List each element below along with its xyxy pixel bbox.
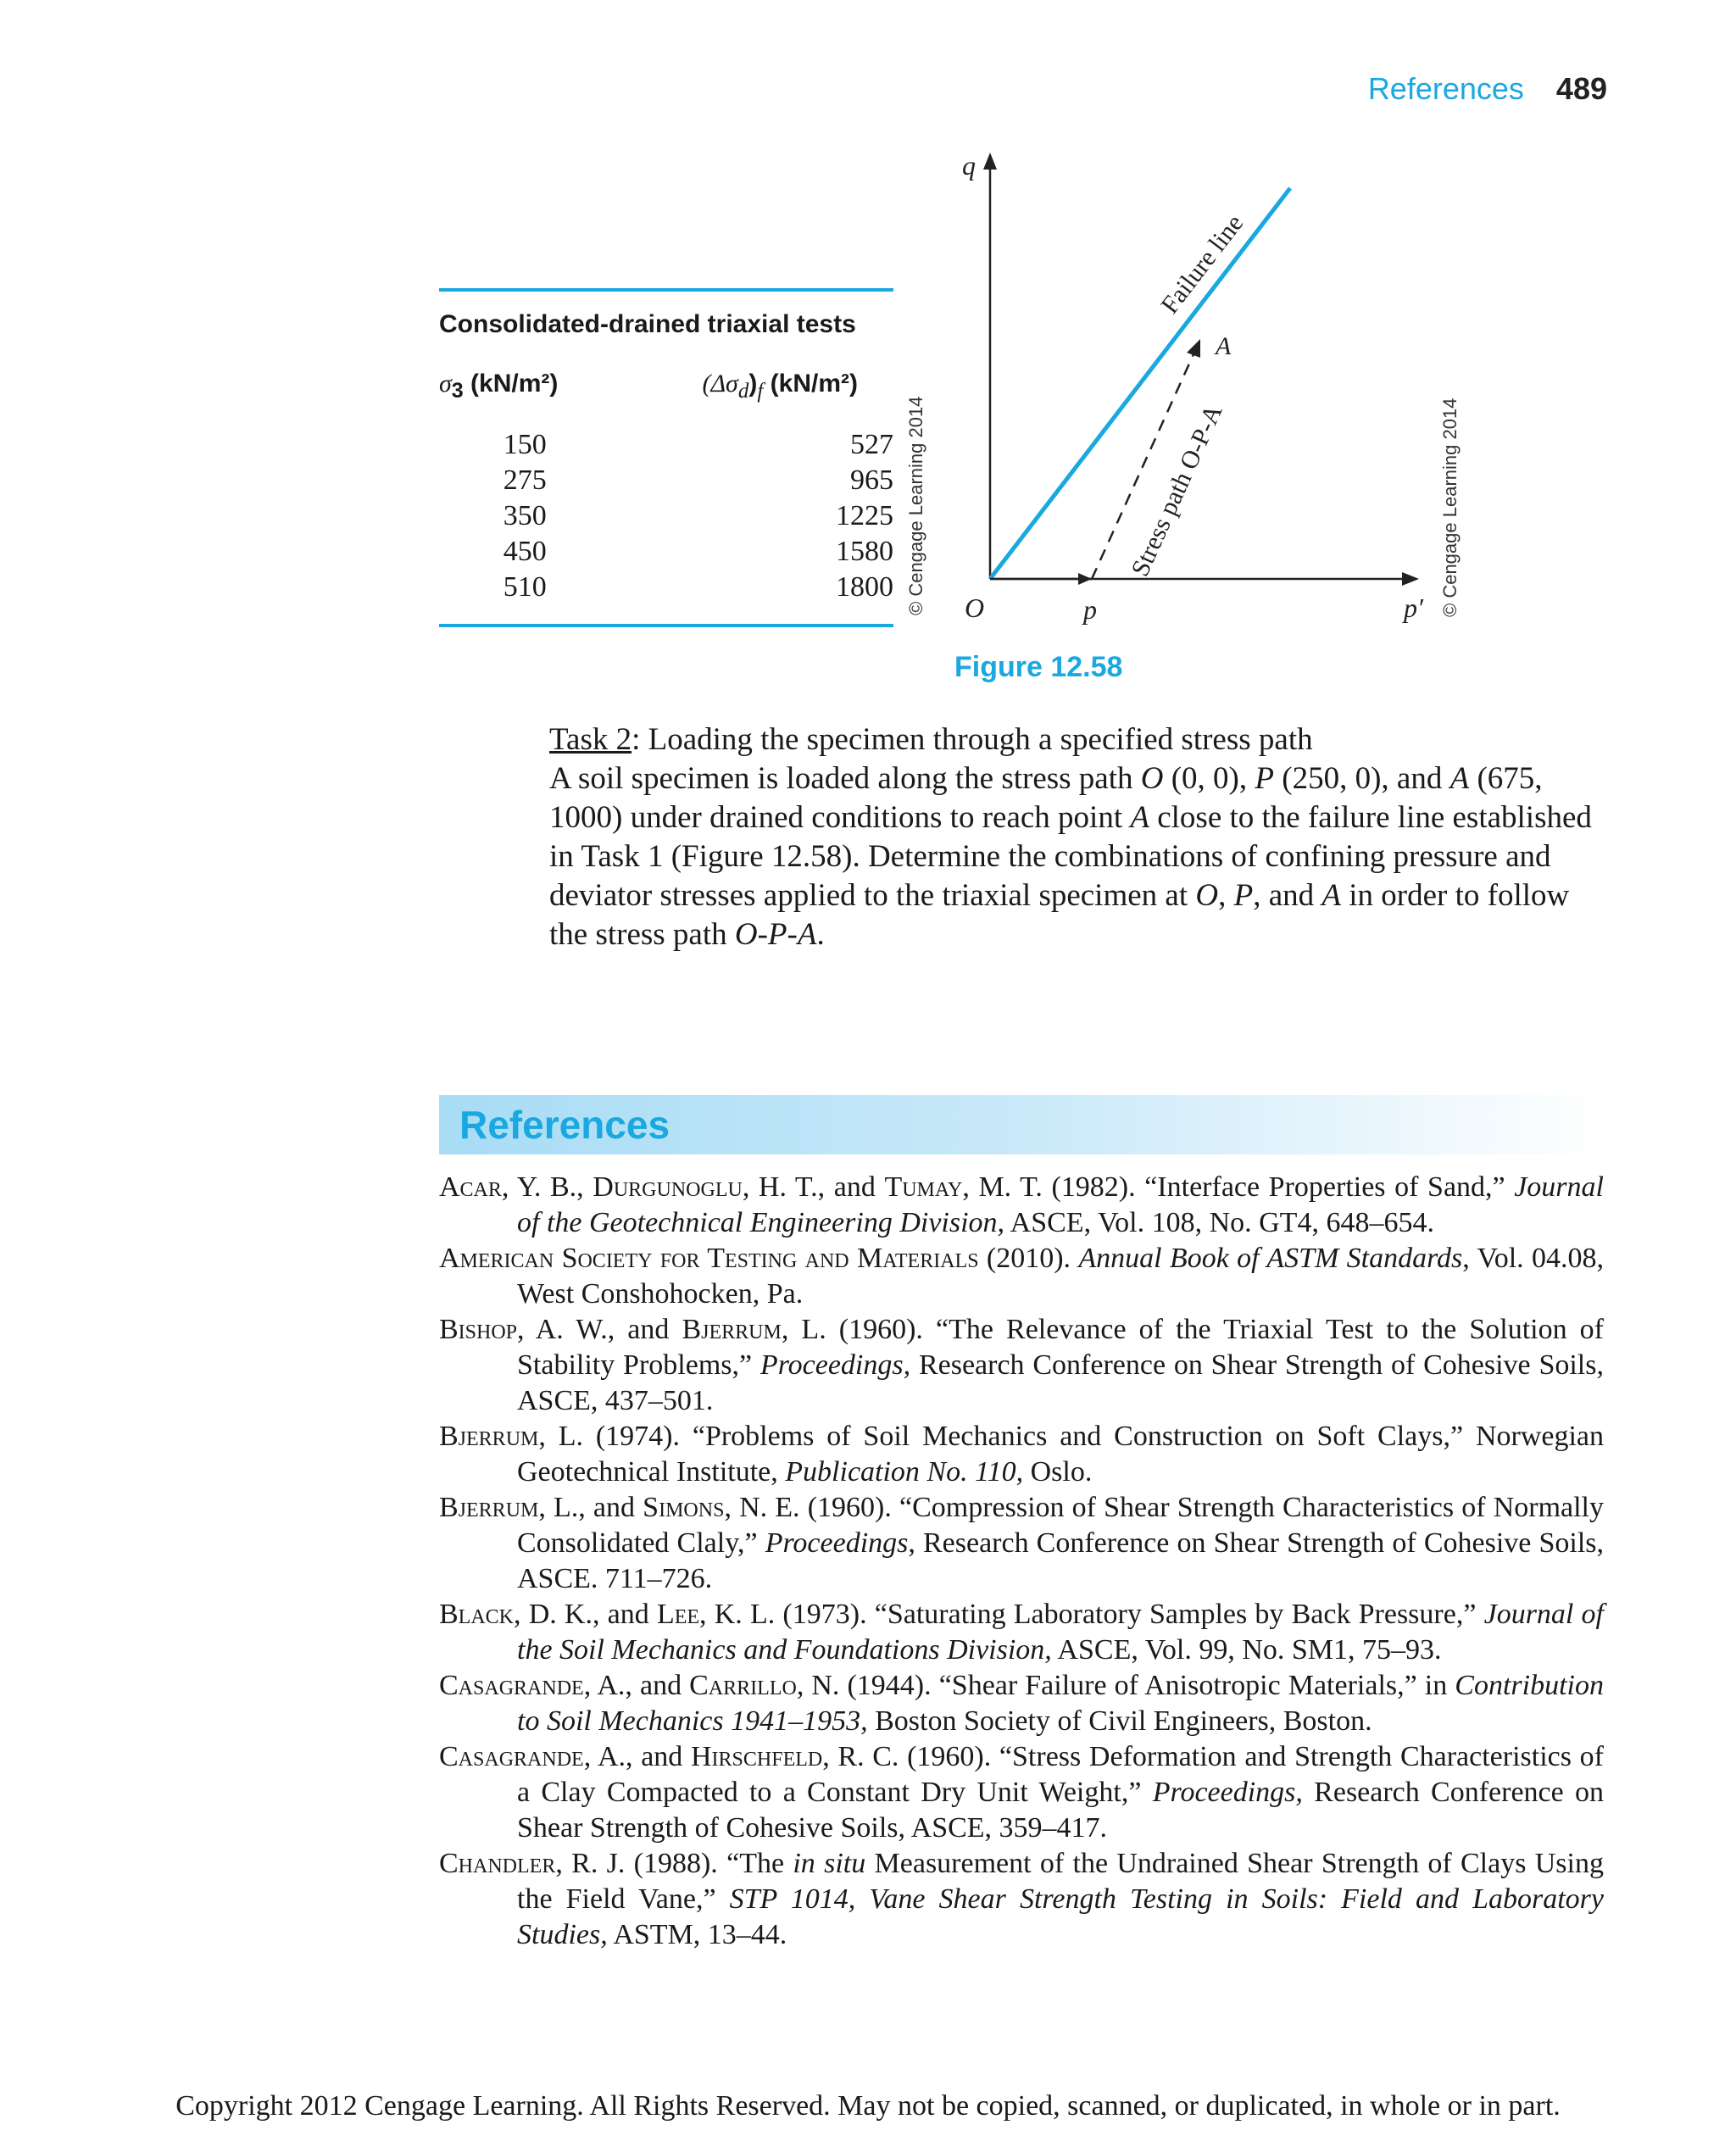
reference-author: Tumay [884, 1171, 963, 1203]
reference-title: Proceedings, [760, 1349, 911, 1381]
task-title: : Loading the specimen through a specified stress path [632, 722, 1313, 757]
reference-text: Research Conference on Shear Strength of Cohesive Soils, ASCE, 359–417. [517, 1777, 1605, 1844]
origin-label: O [965, 592, 985, 623]
reference-entry [439, 1419, 1604, 1490]
failure-line [990, 188, 1290, 579]
sigma3-cell: 350 [503, 500, 547, 531]
page-number: 489 [1555, 71, 1607, 106]
task-point-name: A [1321, 878, 1342, 913]
task-point-name: P [1233, 878, 1254, 913]
reference-entry [439, 1170, 1604, 1241]
failure-line-label: Failure line [1155, 209, 1249, 320]
task-label: Task 2 [549, 722, 632, 757]
column-header-sigma3: $\sigma_3$ (kN/m²) [439, 370, 559, 403]
q-axis-arrowhead [983, 153, 997, 170]
column-header-deviator-stress: $(\Delta\sigma_d)_f$ (kN/m²) [702, 370, 858, 403]
reference-text: , A., and [583, 1670, 690, 1701]
reference-text: , N. E. (1960). “Compression of Shear Strength Characteristics of Normally Consolidated Claly,” [517, 1492, 1604, 1559]
reference-text: , D. K., and [514, 1599, 657, 1630]
deviator-cell: 1580 [836, 536, 893, 567]
task-text: , and [1253, 878, 1322, 913]
reference-text: , N. (1944). “Shear Failure of Anisotropic Materials,” in [796, 1670, 1455, 1701]
reference-author: Lee [656, 1599, 700, 1630]
reference-title: in situ [793, 1848, 866, 1879]
table-row [439, 498, 893, 534]
p-prime-label: p′ [1404, 592, 1423, 623]
deviator-cell: 965 [850, 464, 893, 496]
reference-entry [439, 1597, 1604, 1668]
deviator-cell: 1800 [836, 571, 893, 603]
reference-text: Research Conference on Shear Strength of Cohesive Soils, ASCE, 437–501. [517, 1349, 1604, 1416]
reference-entry [439, 1490, 1604, 1597]
triaxial-test-table [439, 288, 893, 627]
reference-title: Proceedings [765, 1527, 909, 1559]
table-row [439, 427, 893, 463]
task-2-paragraph [549, 720, 1605, 954]
references-list [439, 1170, 1604, 1953]
task-text: , [1218, 878, 1234, 913]
deviator-cell: 1225 [836, 500, 893, 531]
reference-author: Bjerrum [439, 1421, 539, 1452]
running-head [1368, 71, 1607, 114]
task-2-heading [549, 720, 1605, 759]
point-p-label: p [1083, 594, 1097, 625]
reference-entry [439, 1846, 1604, 1953]
table-row [439, 570, 893, 605]
reference-author: Carrillo [689, 1670, 797, 1701]
task-text: in order to follow the stress path [549, 878, 1570, 952]
reference-text: Boston Society of Civil Engineers, Boston. [867, 1705, 1372, 1737]
copyright-footer: Copyright 2012 Cengage Learning. All Rights Reserved. May not be copied, scanned, or duplicated, in whole or in part. [175, 2090, 1561, 2122]
reference-text: , M. T. (1982). “Interface Properties of Sand,” [962, 1171, 1515, 1203]
reference-text: (2010). [978, 1243, 1079, 1274]
task-point-name: O [1140, 761, 1164, 796]
reference-text: , A. W., and [517, 1314, 682, 1345]
task-point-name: A [1449, 761, 1470, 796]
task-text: (675, 1000) under drained conditions to reach point [549, 761, 1543, 835]
sigma3-cell: 150 [503, 429, 547, 460]
task-point-name: P [1255, 761, 1274, 796]
reference-text: ASTM, 13–44. [607, 1919, 787, 1950]
task-point-name: A [1130, 800, 1149, 835]
sigma3-cell: 450 [503, 536, 547, 567]
stress-path-op-arrowhead [1078, 573, 1092, 585]
task-point-name: O-P-A [734, 917, 817, 952]
reference-text: , L., and [538, 1492, 643, 1523]
reference-text: , L. (1974). “Problems of Soil Mechanics and Construction on Soft Clays,” Norwegian Geotechnical Institute, [517, 1421, 1604, 1488]
reference-title: Contribution to Soil Mechanics 1941–1953, [517, 1670, 1604, 1737]
task-text: (0, 0), [1163, 761, 1255, 796]
reference-title: Journal of the Soil Mechanics and Foundations Division, [517, 1599, 1605, 1666]
reference-author: Casagrande [439, 1741, 584, 1772]
reference-text: ASCE, Vol. 99, No. SM1, 75–93. [1051, 1634, 1442, 1666]
reference-text: , L. (1960). “The Relevance of the Triaxial Test to the Solution of Stability Problems,” [517, 1314, 1604, 1381]
reference-author: Hirschfeld [690, 1741, 823, 1772]
task-point-name: O [1195, 878, 1219, 913]
reference-text: , H. T., and [742, 1171, 885, 1203]
deviator-cell: 527 [850, 429, 893, 460]
reference-author: Chandler [439, 1848, 556, 1879]
stress-path-label: Stress path O-P-A [1126, 400, 1228, 581]
table-credit: © Cengage Learning 2014 [905, 396, 926, 615]
reference-author: Bjerrum [439, 1492, 539, 1523]
reference-author: Acar [439, 1171, 502, 1203]
reference-author: Casagrande [439, 1670, 584, 1701]
table-row [439, 463, 893, 498]
reference-entry [439, 1739, 1604, 1846]
task-text: A soil specimen is loaded along the stress path [549, 761, 1141, 796]
reference-title: Publication No. 110, [785, 1456, 1024, 1488]
reference-title: Annual Book of ASTM Standards [1078, 1243, 1463, 1274]
stress-path-pa-arrowhead [1187, 339, 1200, 358]
running-head-section: References [1367, 71, 1524, 106]
table-header-row [439, 370, 893, 410]
reference-text: , A., and [583, 1741, 691, 1772]
reference-text: , R. C. (1960). “Stress Deformation and Strength Characteristics of a Clay Compacted to a Constant Dry Unit Weight,” [517, 1741, 1604, 1808]
table-caption: Consolidated-drained triaxial tests [439, 310, 856, 338]
figure-credit: © Cengage Learning 2014 [1439, 398, 1461, 617]
table-bottom-rule [439, 624, 893, 627]
table-body [439, 427, 893, 605]
reference-text: , K. L. (1973). “Saturating Laboratory Samples by Back Pressure,” [699, 1599, 1484, 1630]
reference-author: Bjerrum [682, 1314, 782, 1345]
task-text: (250, 0), and [1274, 761, 1450, 796]
sigma3-cell: 275 [503, 464, 547, 496]
reference-text: ASCE, Vol. 108, No. GT4, 648–654. [1004, 1207, 1434, 1238]
reference-entry [439, 1312, 1604, 1419]
table-top-rule [439, 288, 893, 292]
reference-title: STP 1014, Vane Shear Strength Testing in Soils: Field and Laboratory Studies, [517, 1883, 1604, 1950]
reference-author: Black [439, 1599, 515, 1630]
task-body [549, 759, 1605, 954]
references-heading-bar [439, 1095, 1609, 1154]
table-row [439, 534, 893, 570]
stress-path-figure [899, 136, 1475, 636]
reference-text: Measurement of the Undrained Shear Strength of Clays Using the Field Vane,” [517, 1848, 1604, 1915]
task-text: close to the failure line established in Task 1 (Figure 12.58). Determine the combinations of confining pressure and deviator stresses applied to the triaxial specimen at [549, 800, 1592, 913]
reference-author: Simons [643, 1492, 725, 1523]
reference-title: Journal of the Geotechnical Engineering Division, [517, 1171, 1604, 1238]
figure-caption: Figure 12.58 [954, 651, 1123, 683]
references-heading: References [459, 1103, 670, 1147]
reference-text: , Research Conference on Shear Strength of Cohesive Soils, ASCE. 711–726. [517, 1527, 1604, 1594]
reference-author: Bishop [439, 1314, 518, 1345]
reference-entry [439, 1668, 1604, 1739]
reference-entry [439, 1241, 1604, 1312]
reference-text: , R. J. (1988). “The [555, 1848, 793, 1879]
p-axis-arrowhead [1402, 572, 1419, 586]
reference-text: Oslo. [1023, 1456, 1093, 1488]
task-text: . [816, 917, 825, 952]
point-a-label: A [1216, 332, 1232, 360]
reference-text: , Vol. 04.08, West Conshohocken, Pa. [517, 1243, 1604, 1310]
reference-author: Durgunoglu [593, 1171, 743, 1203]
q-axis-label: q [962, 150, 976, 181]
reference-title: Proceedings, [1152, 1777, 1303, 1808]
sigma3-cell: 510 [503, 571, 547, 603]
reference-text: , Y. B., [501, 1171, 593, 1203]
reference-author: American Society for Testing and Materials [439, 1243, 979, 1274]
